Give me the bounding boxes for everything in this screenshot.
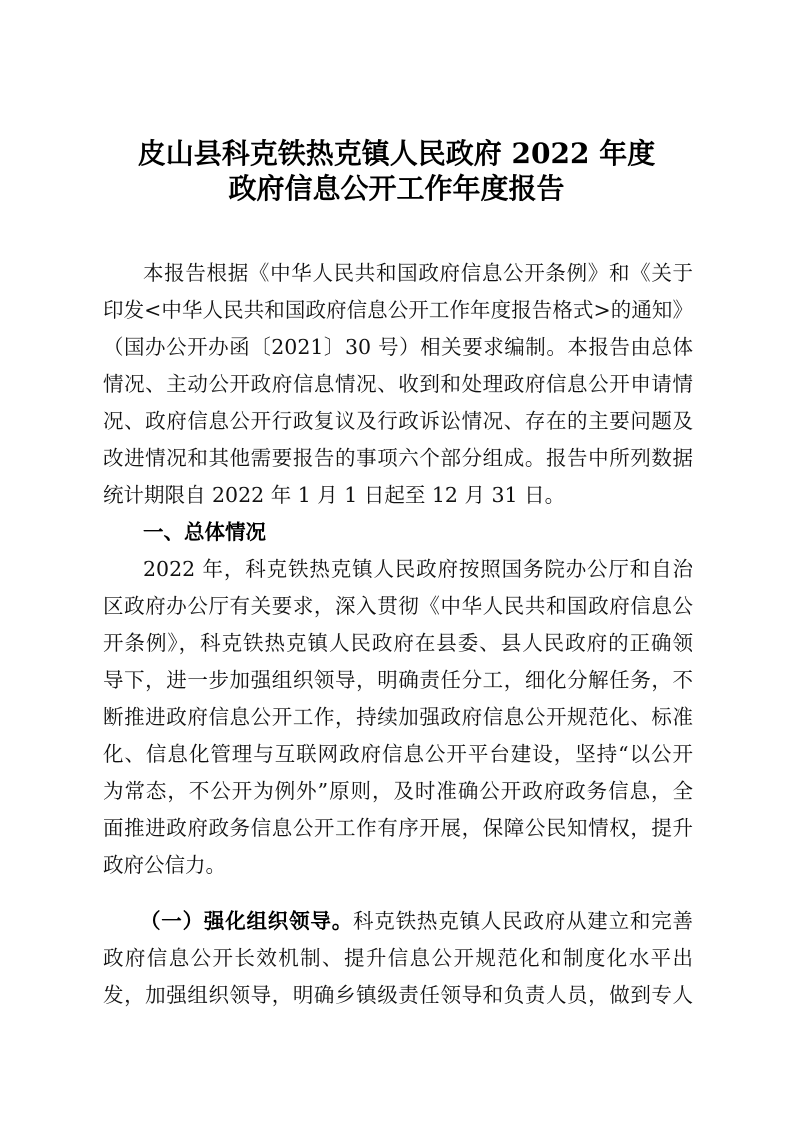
subsection-first-line [140, 906, 693, 936]
intro-line: 况、政府信息公开行政复议及行政诉讼情况、存在的主要问题及 [103, 409, 693, 433]
intro-line: （国办公开办函〔2021〕30 号）相关要求编制。本报告由总体 [103, 335, 693, 359]
intro-line: 改进情况和其他需要报告的事项六个部分组成。报告中所列数据 [103, 446, 693, 470]
overview-line: 为常态，不公开为例外”原则，及时准确公开政府政务信息，全 [103, 779, 693, 803]
overview-line: 断推进政府信息公开工作，持续加强政府信息公开规范化、标准 [103, 705, 693, 729]
overview-line: 面推进政府政务信息公开工作有序开展，保障公民知情权，提升 [103, 816, 693, 840]
subsection-line: 政府信息公开长效机制、提升信息公开规范化和制度化水平出 [103, 946, 693, 970]
overview-line: 政府公信力。 [103, 853, 226, 877]
overview-line: 导下，进一步加强组织领导，明确责任分工，细化分解任务，不 [103, 668, 693, 692]
subsection-text: 科克铁热克镇人民政府从建立和完善 [353, 909, 693, 933]
overview-line: 化、信息化管理与互联网政府信息公开平台建设，坚持“以公开 [103, 742, 693, 766]
intro-line: 情况、主动公开政府信息情况、收到和处理政府信息公开申请情 [103, 372, 693, 396]
report-title-line-1: 皮山县科克铁热克镇人民政府 2022 年度 [137, 137, 656, 170]
intro-line: 统计期限自 2022 年 1 月 1 日起至 12 月 31 日。 [103, 483, 566, 507]
overview-line: 开条例》，科克铁热克镇人民政府在县委、县人民政府的正确领 [103, 631, 693, 655]
report-title-line-2: 政府信息公开工作年度报告 [228, 172, 565, 205]
subsection-line: 发，加强组织领导，明确乡镇级责任领导和负责人员，做到专人 [103, 983, 693, 1007]
subsection-heading: （一）强化组织领导。 [140, 909, 353, 933]
intro-line: 本报告根据《中华人民共和国政府信息公开条例》和《关于 [143, 261, 693, 285]
overview-line: 2022 年，科克铁热克镇人民政府按照国务院办公厅和自治 [143, 557, 693, 581]
section-heading-overview: 一、总体情况 [143, 520, 266, 544]
intro-line: 印发<中华人民共和国政府信息公开工作年度报告格式>的通知》 [103, 298, 693, 322]
overview-line: 区政府办公厅有关要求，深入贯彻《中华人民共和国政府信息公 [103, 594, 693, 618]
